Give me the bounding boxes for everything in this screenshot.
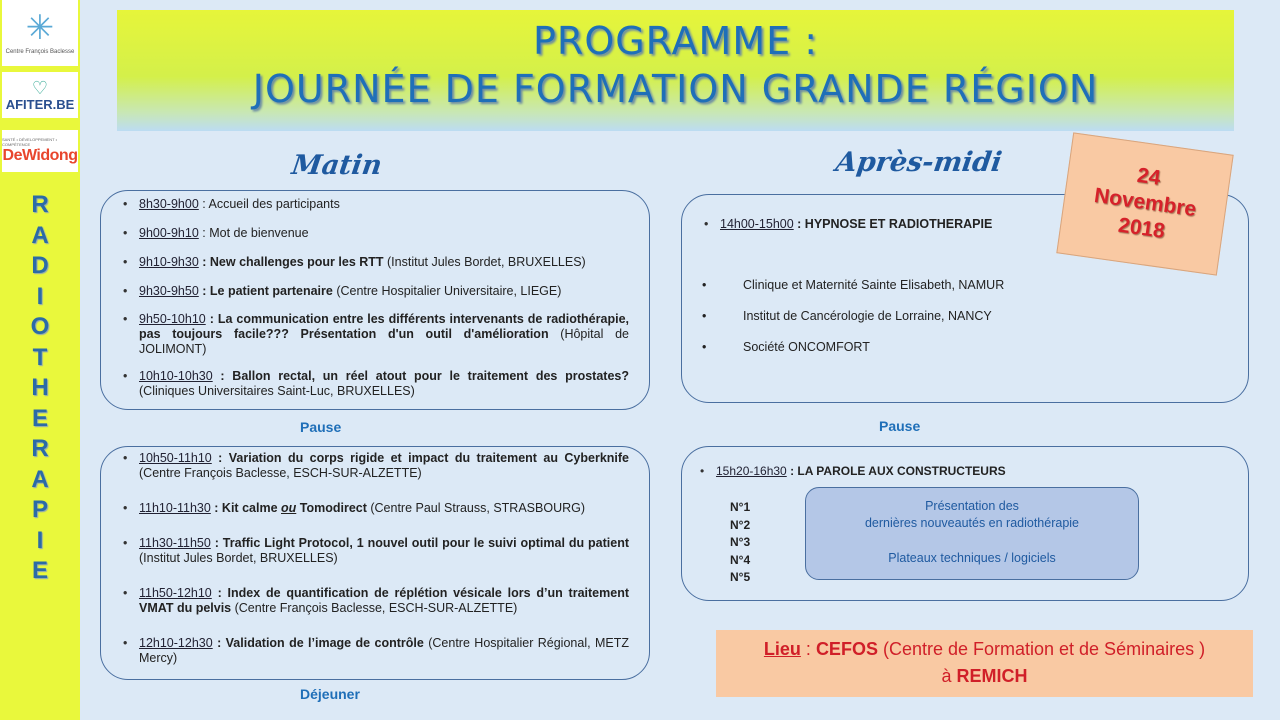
dewidong-logo-name: DeWidong xyxy=(2,147,78,164)
vertical-letter: I xyxy=(36,526,44,554)
item-text: (Cliniques Universitaires Saint-Luc, BRUXELLES) xyxy=(139,384,415,398)
item-text: (Hôpital de JOLIMONT) xyxy=(139,327,629,356)
time-slot: 8h30-9h00 xyxy=(139,197,199,211)
info-line: Plateaux techniques / logiciels xyxy=(888,551,1056,565)
time-slot: 9h50-10h10 xyxy=(139,312,206,326)
date-day: 24 xyxy=(1135,163,1162,190)
venue-line-2 xyxy=(716,663,1253,690)
constructors-info-box xyxy=(805,487,1139,580)
venue-box xyxy=(716,630,1253,697)
vertical-letter: R xyxy=(31,435,49,462)
venue-line-1 xyxy=(716,636,1253,663)
list-item xyxy=(117,369,629,399)
date-badge xyxy=(1056,132,1233,275)
item-title: : Ballon rectal, un réel atout pour le traitement des prostates? xyxy=(212,369,629,383)
afiter-logo xyxy=(2,72,78,118)
list-item xyxy=(117,284,629,299)
speaker-item: • Société ONCOMFORT xyxy=(702,340,870,354)
star-logo-icon: ✳ xyxy=(25,9,55,47)
vertical-letter: O xyxy=(30,313,50,340)
list-item xyxy=(117,501,629,516)
date-year: 2018 xyxy=(1116,213,1167,243)
time-slot: 11h50-12h10 xyxy=(139,586,212,600)
vertical-letter: H xyxy=(31,374,49,401)
speaker-name: Société ONCOMFORT xyxy=(743,340,870,354)
title-banner xyxy=(117,10,1234,131)
time-slot: 9h10-9h30 xyxy=(139,255,199,269)
info-line: dernières nouveautés en radiothérapie xyxy=(864,516,1080,530)
item-title: : Validation de l’image de contrôle xyxy=(212,636,424,650)
baclesse-logo xyxy=(2,0,78,66)
list-item xyxy=(117,536,629,566)
vertical-letter: I xyxy=(36,282,44,310)
constructor-number: N°4 xyxy=(730,552,751,567)
constructor-number: N°1 xyxy=(730,500,751,514)
speaker-item: • Institut de Cancérologie de Lorraine, NANCY xyxy=(702,309,992,323)
item-text: (Institut Jules Bordet, BRUXELLES) xyxy=(139,551,338,565)
item-title: : HYPNOSE ET RADIOTHERAPIE xyxy=(793,217,993,231)
time-slot: 10h10-10h30 xyxy=(139,369,213,383)
speaker-item: • Clinique et Maternité Sainte Elisabeth, NAMUR xyxy=(702,278,1005,292)
item-title: : Traffic Light Protocol, 1 nouvel outil pour le suivi optimal du patient xyxy=(210,536,629,550)
constructor-number: N°3 xyxy=(730,535,751,549)
afiter-logo-name: AFITER.BE xyxy=(5,96,75,112)
speaker-name: Clinique et Maternité Sainte Elisabeth, NAMUR xyxy=(743,278,1005,292)
list-item xyxy=(117,226,629,241)
time-slot: 10h50-11h10 xyxy=(139,451,212,465)
number-list xyxy=(730,499,750,587)
vertical-letter: E xyxy=(31,404,48,432)
section-title-matin: Matin xyxy=(289,150,384,181)
baclesse-logo-caption: Centre François Baclesse xyxy=(5,49,75,55)
dejeuner-label: Déjeuner xyxy=(300,686,360,702)
vertical-radiotherapie xyxy=(0,190,80,587)
constructor-number: N°5 xyxy=(730,570,751,584)
vertical-letter: E xyxy=(31,557,48,584)
item-title: Tomodirect xyxy=(296,501,367,515)
item-title: : Le patient partenaire xyxy=(198,284,333,298)
dewidong-tagline: SANTÉ • DÉVELOPPEMENT • COMPÉTENCE xyxy=(2,137,57,147)
time-slot: 12h10-12h30 xyxy=(139,636,213,650)
pause-label-morning: Pause xyxy=(300,419,342,435)
item-title: : LA PAROLE AUX CONSTRUCTEURS xyxy=(786,464,1006,478)
time-slot: 11h10-11h30 xyxy=(139,501,211,515)
list-item xyxy=(694,464,1006,479)
list-item xyxy=(117,586,629,616)
item-title: : Index de quantification de réplétion vésicale lors d’un traitement VMAT du pelvis xyxy=(139,586,629,615)
item-text: : Accueil des participants xyxy=(198,197,340,211)
time-slot: 9h30-9h50 xyxy=(139,284,199,298)
heart-logo-icon: ♡ xyxy=(31,77,49,98)
dewidong-logo xyxy=(2,130,78,172)
venue-name: CEFOS xyxy=(815,639,878,659)
info-line: Présentation des xyxy=(925,499,1019,513)
venue-city: REMICH xyxy=(956,666,1028,686)
vertical-letter: A xyxy=(31,221,49,249)
list-item xyxy=(117,197,629,212)
constructor-number: N°2 xyxy=(730,517,751,532)
morning-session-box-2 xyxy=(100,446,650,680)
venue-detail: (Centre de Formation et de Séminaires ) xyxy=(877,639,1206,659)
list-item xyxy=(117,312,629,357)
vertical-letter: P xyxy=(31,496,48,523)
item-title: : New challenges pour les RTT xyxy=(198,255,384,269)
item-text: (Centre François Baclesse, ESCH-SUR-ALZETTE) xyxy=(231,601,518,615)
speaker-list xyxy=(698,278,1004,355)
list-item xyxy=(117,451,629,481)
item-text: (Centre François Baclesse, ESCH-SUR-ALZETTE) xyxy=(139,466,422,480)
section-title-apres-midi: Après-midi xyxy=(833,147,1004,178)
left-sidebar xyxy=(0,0,80,720)
pause-label-afternoon: Pause xyxy=(879,418,921,434)
speaker-name: Institut de Cancérologie de Lorraine, NANCY xyxy=(743,309,992,323)
list-item xyxy=(117,636,629,666)
vertical-letter: D xyxy=(31,252,49,279)
page-title-line1: PROGRAMME : xyxy=(533,19,818,63)
list-item xyxy=(698,217,992,232)
venue-label: Lieu xyxy=(763,639,801,659)
item-text: (Institut Jules Bordet, BRUXELLES) xyxy=(383,255,586,269)
item-text: (Centre Paul Strauss, STRASBOURG) xyxy=(366,501,586,515)
item-text: : Mot de bienvenue xyxy=(198,226,309,240)
vertical-letter: R xyxy=(31,191,49,218)
vertical-letter: T xyxy=(32,343,48,371)
item-text: (Centre Hospitalier Universitaire, LIEGE) xyxy=(332,284,562,298)
time-slot: 14h00-15h00 xyxy=(720,217,794,231)
item-title: : La communication entre les différents intervenants de radiothérapie, pas toujours facile??? Présentation d'un outil d'amélioration xyxy=(139,312,629,341)
time-slot: 15h20-16h30 xyxy=(716,464,787,478)
morning-session-box-1 xyxy=(100,190,650,410)
date-month: Novembre xyxy=(1092,183,1198,222)
item-title: : Kit calme xyxy=(210,501,281,515)
page-title-line2: JOURNÉE DE FORMATION GRANDE RÉGION xyxy=(252,67,1099,111)
item-text: (Centre Hospitalier Régional, METZ Mercy) xyxy=(139,636,629,665)
item-title: : Variation du corps rigide et impact du traitement au Cyberknife xyxy=(211,451,629,465)
list-item xyxy=(117,255,629,270)
venue-prefix: à xyxy=(941,666,957,686)
venue-sep: : xyxy=(800,639,816,659)
vertical-letter: A xyxy=(31,465,49,493)
time-slot: 11h30-11h50 xyxy=(139,536,211,550)
time-slot: 9h00-9h10 xyxy=(139,226,199,240)
item-title-ou: ou xyxy=(281,501,297,515)
